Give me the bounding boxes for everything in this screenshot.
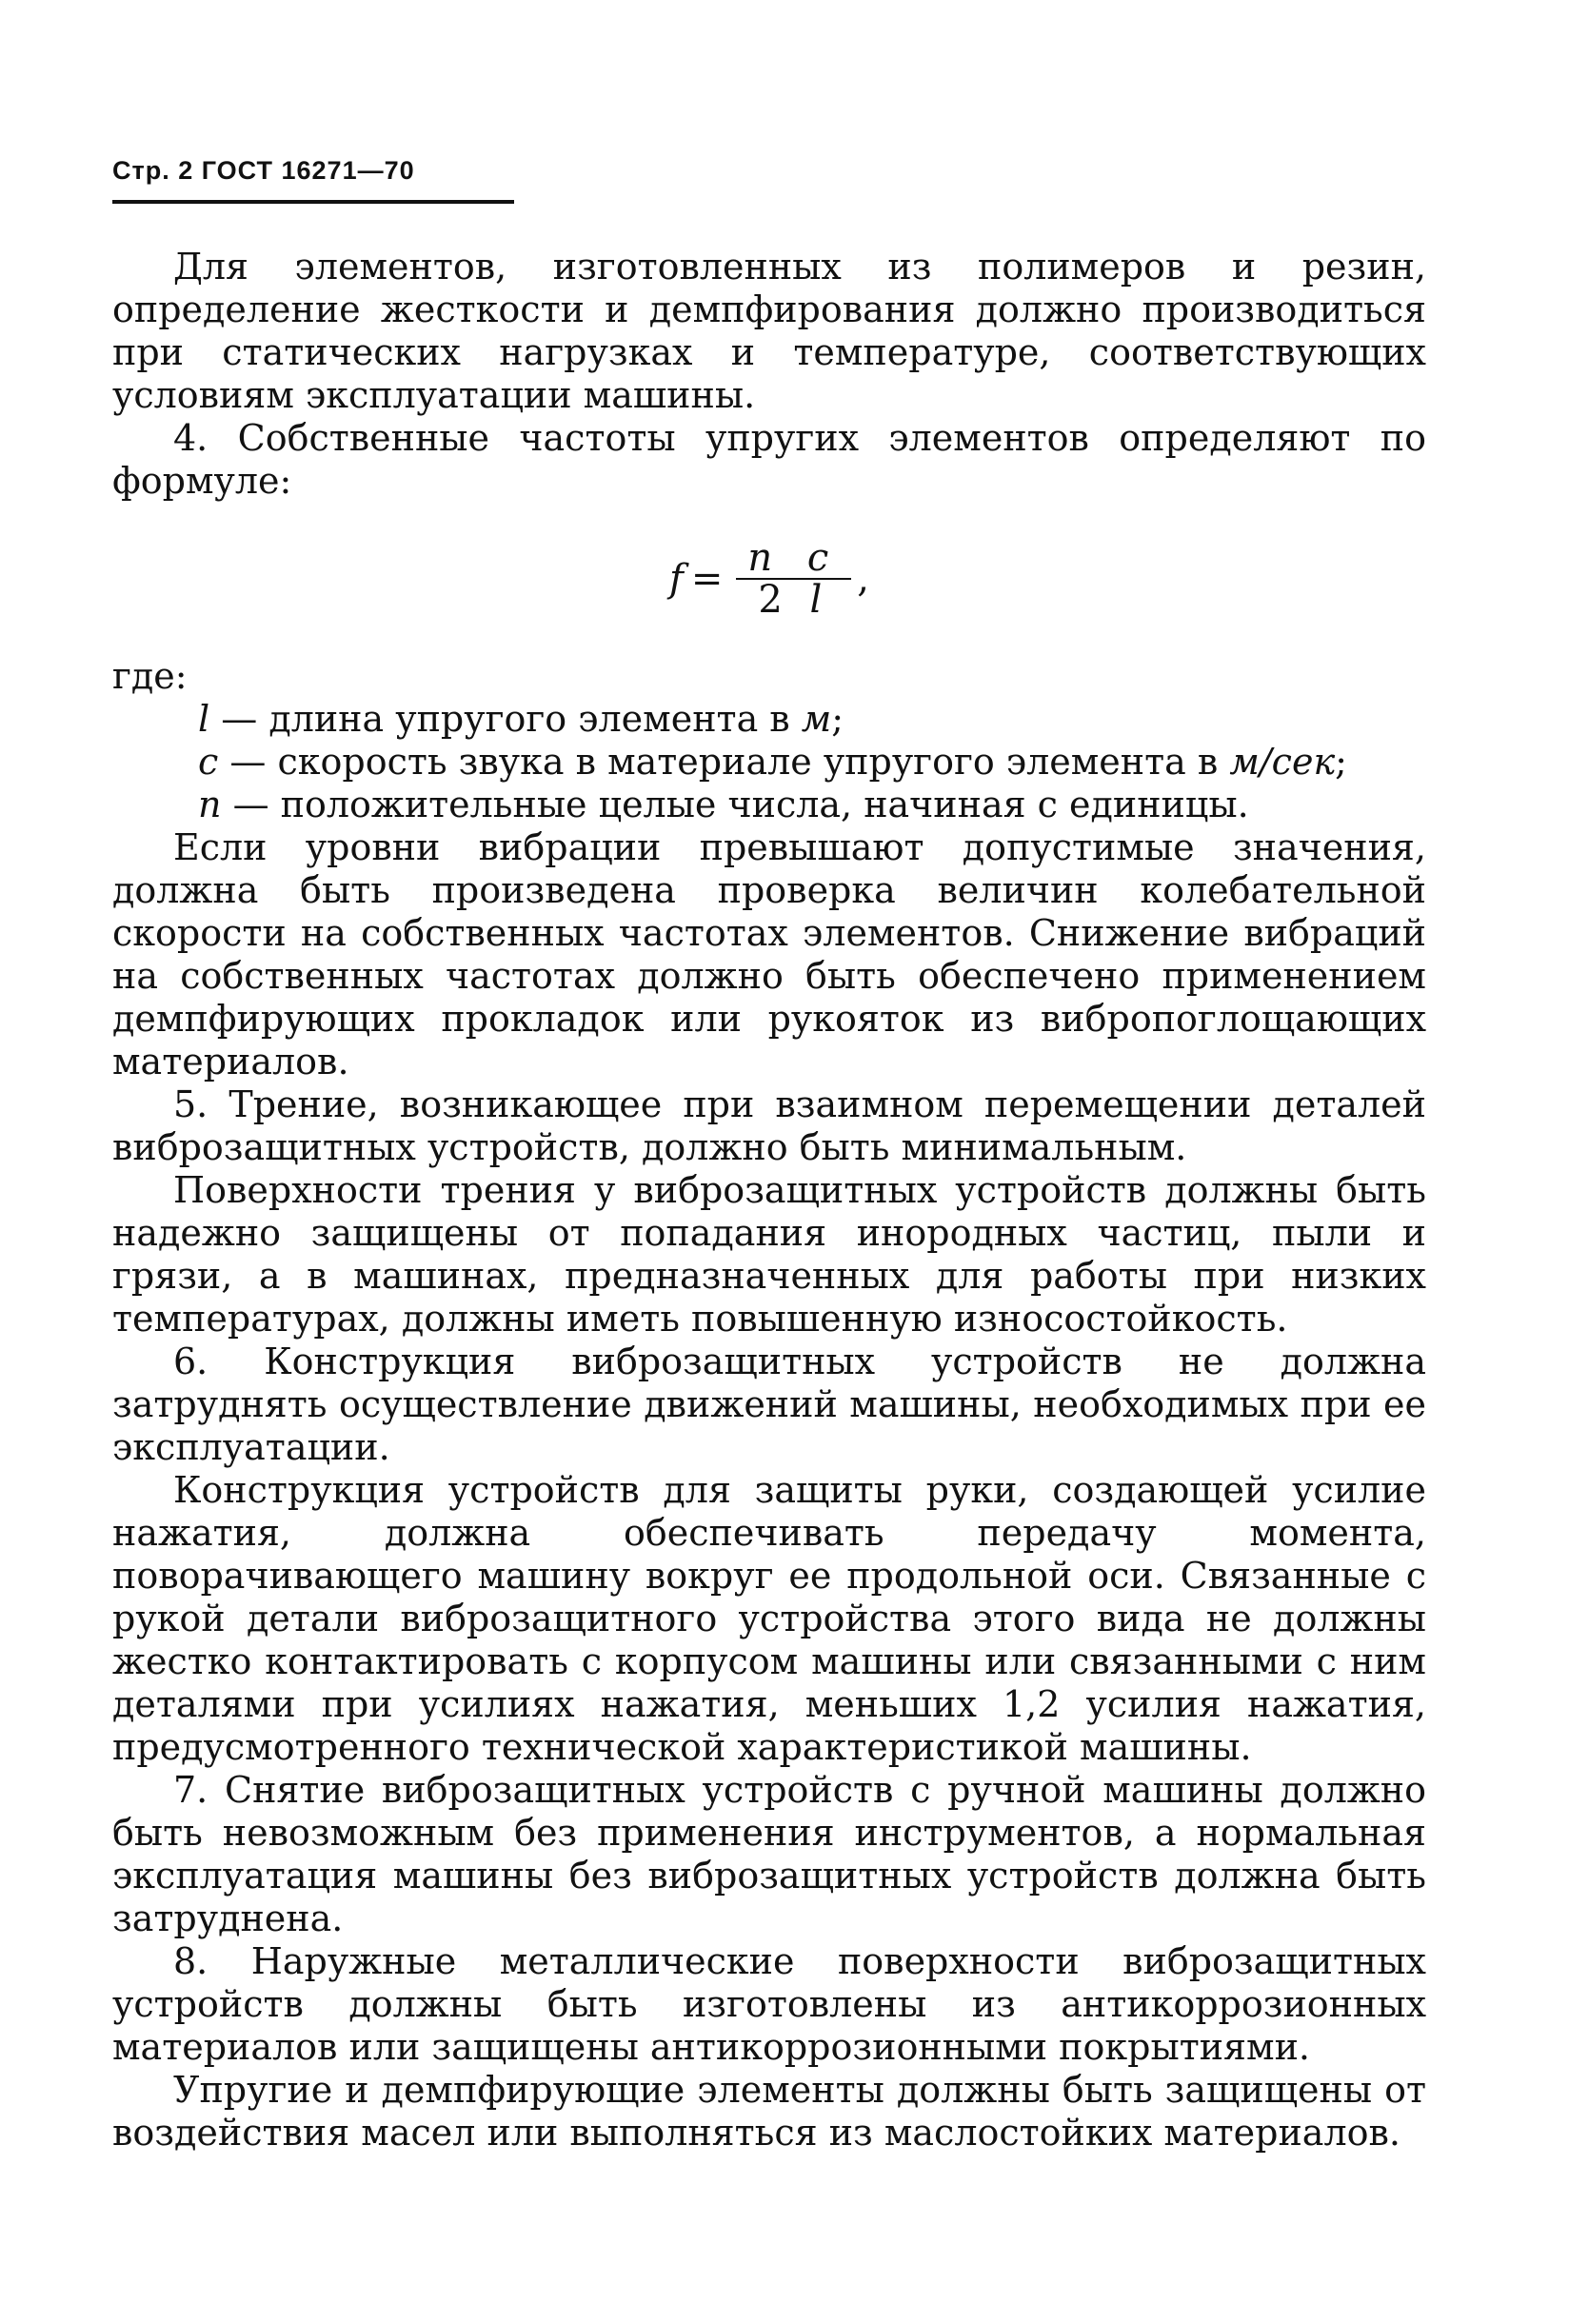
variable-list xyxy=(112,698,1426,826)
paragraph-item-6: 6. Конструкция виброзащитных устройств не должна затруднять осуществление движений машины, необходимых при ее эксплуатации. xyxy=(112,1341,1426,1468)
paragraph-vibration-levels: Если уровни вибрации превышают допустимые значения, должна быть произведена проверка величин колебательной скорости на собственных частотах элементов. Снижение вибраций на собственных частотах должно быть обеспечено применением демпфирующих прокладок или рукояток из вибропоглощающих материалов. xyxy=(112,826,1426,1083)
where-label: где: xyxy=(112,655,188,697)
symbol-c: c xyxy=(198,741,219,783)
formula-equals: = xyxy=(690,556,724,601)
def-text-c: — скорость звука в материале упругого элемента в xyxy=(218,741,1230,783)
variable-def-n xyxy=(198,784,1426,826)
paragraph-hand-protection: Конструкция устройств для защиты руки, создающей усилие нажатия, должна обеспечивать передачу момента, поворачивающего машину вокруг ее продольной оси. Связанные с рукой детали виброзащитного устройства этого вида не должны жестко контактировать с корпусом машины или связанными с ним деталями при усилиях нажатия, меньших 1,2 усилия нажатия, предусмотренного технической характеристикой машины. xyxy=(112,1469,1426,1768)
paragraph-item-7: 7. Снятие виброзащитных устройств с ручной машины должно быть невозможным без применения инструментов, а нормальная эксплуатация машины без виброзащитных устройств должна быть затруднена. xyxy=(112,1769,1426,1939)
formula-tail: , xyxy=(857,556,869,601)
paragraph-oil-resistance: Упругие и демпфирующие элементы должны быть защищены от воздействия масел или выполняться из маслостойких материалов. xyxy=(112,2069,1426,2154)
end-l: ; xyxy=(831,698,844,740)
def-text-l: — длина упругого элемента в xyxy=(209,698,802,740)
formula-numerator: n c xyxy=(747,536,841,580)
paragraph-friction-surfaces: Поверхности трения у виброзащитных устройств должны быть надежно защищены от попадания инородных частиц, пыли и грязи, а в машинах, предназначенных для работы при низких температурах, должны иметь повышенную износостойкость. xyxy=(112,1169,1426,1340)
paragraph-item-8: 8. Наружные металлические поверхности виброзащитных устройств должны быть изготовлены из антикоррозионных материалов или защищены антикоррозионными покрытиями. xyxy=(112,1940,1426,2068)
paragraph-polymer-elements: Для элементов, изготовленных из полимеров и резин, определение жесткости и демпфирования должно производиться при статических нагрузках и температуре, соответствующих условиям эксплуатации машины. xyxy=(112,246,1426,416)
variable-def-c xyxy=(198,741,1426,784)
frequency-formula xyxy=(112,503,1426,655)
variable-def-l xyxy=(198,698,1426,741)
unit-l: м xyxy=(801,698,832,740)
symbol-l: l xyxy=(198,698,210,740)
formula-lhs: f xyxy=(669,556,684,601)
unit-c: м/сек xyxy=(1229,741,1336,783)
formula-fraction xyxy=(736,538,851,620)
symbol-n: n xyxy=(198,784,222,825)
def-text-n: — положительные целые числа, начиная с единицы. xyxy=(221,784,1249,825)
end-c: ; xyxy=(1335,741,1347,783)
denominator-number: 2 xyxy=(758,578,790,622)
document-body xyxy=(112,246,1426,2155)
paragraph-item-4: 4. Собственные частоты упругих элементов определяют по формуле: xyxy=(112,417,1426,502)
header-rule xyxy=(112,200,514,204)
formula-denominator xyxy=(746,580,841,620)
paragraph-item-5: 5. Трение, возникающее при взаимном перемещении деталей виброзащитных устройств, должно быть минимальным. xyxy=(112,1083,1426,1168)
denominator-variable: l xyxy=(809,578,830,622)
page-header: Стр. 2 ГОСТ 16271—70 xyxy=(112,156,415,185)
